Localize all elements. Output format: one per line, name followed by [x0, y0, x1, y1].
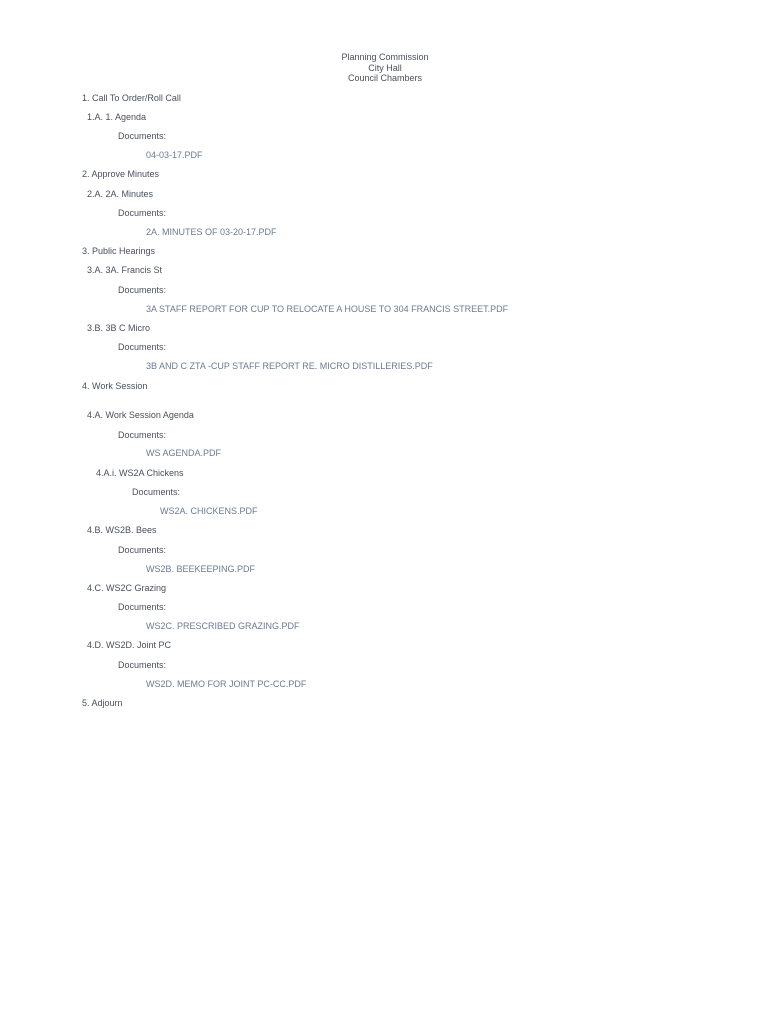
- agenda-item-3b: 3.B. 3B C Micro: [87, 323, 151, 333]
- agenda-item-3: 3. Public Hearings: [82, 246, 156, 256]
- documents-label: Documents:: [118, 660, 167, 670]
- agenda-item-4ai: 4.A.i. WS2A Chickens: [96, 468, 184, 478]
- document-link-minutes[interactable]: 2A. MINUTES OF 03-20-17.PDF: [146, 227, 277, 237]
- header-location: City Hall: [368, 62, 402, 73]
- agenda-item-3a: 3.A. 3A. Francis St: [87, 265, 163, 275]
- documents-label: Documents:: [118, 131, 167, 141]
- documents-label: Documents:: [118, 342, 167, 352]
- document-link-joint-pc[interactable]: WS2D. MEMO FOR JOINT PC-CC.PDF: [146, 679, 307, 689]
- agenda-item-4d: 4.D. WS2D. Joint PC: [87, 640, 172, 650]
- document-link-chickens[interactable]: WS2A. CHICKENS.PDF: [160, 506, 258, 516]
- document-link-grazing[interactable]: WS2C. PRESCRIBED GRAZING.PDF: [146, 621, 300, 631]
- document-header: [0, 52, 770, 84]
- document-link-agenda[interactable]: 04-03-17.PDF: [146, 150, 203, 160]
- document-link-francis-st[interactable]: 3A STAFF REPORT FOR CUP TO RELOCATE A HOUSE TO 304 FRANCIS STREET.PDF: [146, 304, 509, 314]
- documents-label: Documents:: [118, 208, 167, 218]
- documents-label: Documents:: [118, 285, 167, 295]
- documents-label: Documents:: [118, 602, 167, 612]
- document-link-micro-distilleries[interactable]: 3B AND C ZTA -CUP STAFF REPORT RE. MICRO DISTILLERIES.PDF: [146, 361, 433, 371]
- agenda-item-4: 4. Work Session: [82, 381, 148, 391]
- agenda-item-4a: 4.A. Work Session Agenda: [87, 410, 194, 420]
- agenda-item-4b: 4.B. WS2B. Bees: [87, 525, 157, 535]
- documents-label: Documents:: [132, 487, 181, 497]
- agenda-item-2a: 2.A. 2A. Minutes: [87, 189, 154, 199]
- header-title: Planning Commission: [341, 52, 429, 62]
- document-link-ws-agenda[interactable]: WS AGENDA.PDF: [146, 448, 222, 458]
- documents-label: Documents:: [118, 545, 167, 555]
- agenda-item-2: 2. Approve Minutes: [82, 169, 160, 179]
- agenda-item-4c: 4.C. WS2C Grazing: [87, 583, 167, 593]
- documents-label: Documents:: [118, 430, 167, 440]
- header-room: Council Chambers: [347, 73, 423, 83]
- agenda-item-1a: 1.A. 1. Agenda: [87, 112, 147, 122]
- agenda-item-1: 1. Call To Order/Roll Call: [82, 93, 181, 103]
- agenda-item-5: 5. Adjourn: [82, 698, 123, 708]
- document-link-beekeeping[interactable]: WS2B. BEEKEEPING.PDF: [146, 564, 256, 574]
